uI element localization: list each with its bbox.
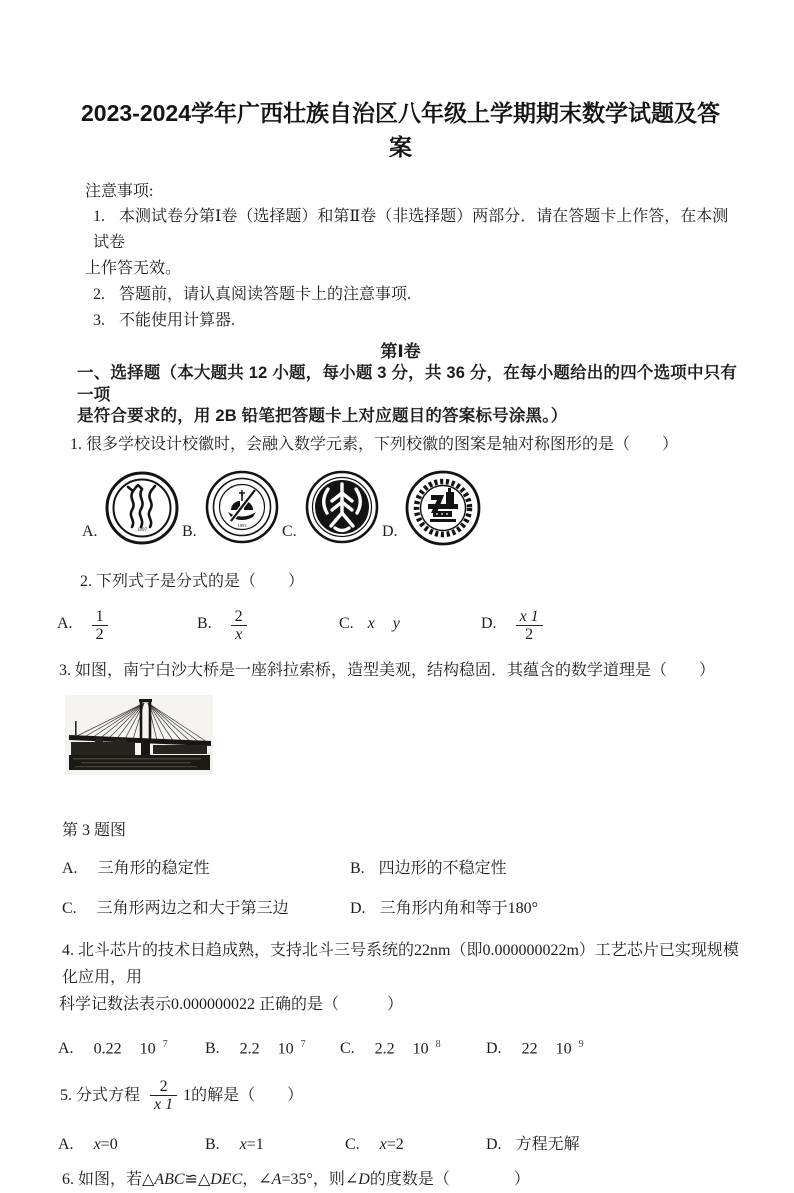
q4-option-b-base: 10 (277, 1039, 294, 1057)
q6-part: 6. 如图，若△ (62, 1170, 155, 1188)
question-4-text-line1: 4. 北斗芯片的技术日趋成熟，支持北斗三号系统的22nm（即0.000000022m）工艺芯片已实现规模化应用，用 (62, 941, 739, 986)
notice-item-3-number: 3. (93, 312, 105, 329)
option-b-label: B. (182, 522, 197, 540)
q4-option-b-label: B. (205, 1039, 220, 1057)
question-2-text: 2. 下列式子是分式的是（ ） (80, 572, 305, 590)
q3-option-d-text: 三角形内角和等于180° (379, 899, 538, 917)
q3-option-c-text: 三角形两边之和大于第三边 (96, 899, 289, 917)
fraction-denominator: x (231, 625, 247, 643)
q6-triangle-1: ABC (154, 1170, 185, 1188)
q4-option-c (340, 1031, 486, 1062)
notice-item-2-number: 2. (93, 286, 105, 303)
question-1-option-a (82, 465, 182, 547)
q3-option-c (62, 894, 350, 924)
q5-option-a-label: A. (58, 1135, 74, 1153)
notice-item-3 (93, 308, 744, 334)
q5-suffix: 1的解是（ ） (183, 1087, 304, 1105)
notice-item-3-text: 不能使用计算器. (119, 312, 236, 329)
q2-option-d (481, 606, 744, 641)
q4-option-d-coef: 22 (521, 1039, 538, 1057)
q5-option-a-var: x (93, 1135, 101, 1153)
question-1-text: 1. 很多学校设计校徽时，会融入数学元素，下列校徽的图案是轴对称图形的是（ ） (70, 435, 679, 453)
choice-instruction-line2: 是符合要求的，用 2B 铅笔把答题卡上对应题目的答案标号涂黑。） (77, 407, 568, 425)
q4-option-b-exponent: 7 (300, 1038, 306, 1050)
q3-option-c-label: C. (62, 899, 77, 917)
fraction-denominator: x 1 (150, 1095, 177, 1113)
q5-option-a (58, 1131, 205, 1158)
q3-option-d-label: D. (350, 899, 366, 917)
q2-option-d-label: D. (481, 614, 497, 632)
question-3-text: 3. 如图，南宁白沙大桥是一座斜拉索桥，造型美观，结构稳固．其蕴含的数学道理是（ ） (59, 661, 716, 679)
exam-title-line2: 案 (389, 134, 412, 160)
q2-option-b-fraction (231, 608, 247, 643)
q5-option-d-text: 方程无解 (515, 1135, 580, 1153)
option-d-label: D. (382, 522, 398, 540)
svg-text:1897: 1897 (137, 527, 147, 533)
q5-option-d (486, 1131, 744, 1158)
q5-option-b (205, 1131, 345, 1158)
fraction-numerator: x 1 (519, 608, 539, 625)
q3-option-b-label: B. (350, 859, 365, 877)
badge-ship-slash-emblem-icon (204, 469, 280, 547)
q6-angle-a: A (271, 1170, 282, 1188)
badge-gear-machine-emblem-icon (404, 469, 482, 547)
q5-option-b-var: x (239, 1135, 247, 1153)
q3-option-b-text: 四边形的不稳定性 (378, 859, 507, 877)
q6-congruent-symbol: ≌△ (184, 1170, 211, 1188)
q4-option-c-exponent: 8 (435, 1038, 441, 1050)
q4-option-c-coef: 2.2 (374, 1039, 395, 1057)
question-3-options-row2 (62, 894, 744, 924)
q6-part: ，∠ (242, 1170, 272, 1188)
q2-option-a (57, 606, 197, 641)
q4-option-d-exponent: 9 (578, 1038, 584, 1050)
question-5-options (58, 1131, 744, 1158)
q3-option-d (350, 894, 744, 924)
question-5-text (60, 1066, 744, 1122)
q6-angle-d: D (358, 1170, 370, 1188)
q4-option-c-base: 10 (412, 1039, 429, 1057)
q4-option-b (205, 1031, 340, 1062)
notice-item-1 (93, 204, 744, 256)
q6-part: 的度数是（ ） (369, 1170, 530, 1188)
notice-item-2 (93, 282, 744, 308)
q5-prefix: 5. 分式方程 (60, 1087, 141, 1105)
q2-option-b (197, 606, 339, 641)
fraction-numerator: 1 (95, 608, 104, 625)
question-4-text-line2: 科学记数法表示0.000000022 正确的是（ ） (59, 995, 404, 1013)
notice-item-2-text: 答题前，请认真阅读答题卡上的注意事项. (119, 286, 412, 303)
q4-option-a-exponent: 7 (162, 1038, 168, 1050)
badge-waves-emblem-icon (104, 469, 180, 547)
fraction-denominator: 2 (92, 625, 108, 643)
question-3-figure (65, 695, 744, 775)
question-2-options (57, 597, 744, 651)
q5-option-c (345, 1131, 486, 1158)
q2-option-a-fraction (92, 608, 108, 643)
svg-text:1893: 1893 (237, 522, 247, 528)
q2-option-a-label: A. (57, 614, 73, 632)
question-1-option-b (182, 465, 282, 547)
bridge-photo (65, 695, 213, 775)
q3-option-b (350, 854, 744, 884)
q4-option-d-label: D. (486, 1039, 502, 1057)
q5-option-c-value: =2 (386, 1135, 404, 1153)
exam-title (57, 96, 744, 164)
fraction-numerator: 2 (234, 608, 243, 625)
q4-option-a-label: A. (58, 1039, 74, 1057)
q4-option-a (58, 1031, 205, 1062)
q2-option-c (339, 615, 481, 633)
fraction-numerator: 2 (159, 1078, 168, 1096)
option-c-label: C. (282, 522, 297, 540)
exam-title-line1: 2023-2024学年广西壮族自治区八年级上学期期末数学试题及答 (81, 100, 720, 126)
q5-option-b-label: B. (205, 1135, 220, 1153)
question-3-options-row1 (62, 854, 744, 884)
notice-item-1-number: 1. (93, 208, 105, 225)
q2-option-d-fraction (516, 608, 543, 643)
question-4-options (58, 1031, 744, 1062)
question-1-badges (82, 465, 744, 547)
q4-option-c-label: C. (340, 1039, 355, 1057)
q2-option-b-label: B. (197, 614, 212, 632)
q4-option-d-base: 10 (555, 1039, 572, 1057)
question-6-text (62, 1166, 744, 1193)
q5-fraction (150, 1078, 177, 1113)
section-1-heading: 第Ⅰ卷 (380, 342, 421, 361)
fraction-denominator: 2 (516, 625, 543, 643)
q4-option-a-base: 10 (139, 1039, 156, 1057)
q5-option-b-value: =1 (246, 1135, 264, 1153)
notice-item-1-continuation: 上作答无效。 (85, 260, 182, 277)
q4-option-a-coef: 0.22 (93, 1039, 122, 1057)
q5-option-c-var: x (379, 1135, 387, 1153)
notice-heading: 注意事项: (85, 183, 154, 200)
q3-option-a-label: A. (62, 859, 78, 877)
q2-option-c-var1: x (367, 614, 375, 632)
question-1-option-d (382, 465, 482, 547)
q4-option-b-coef: 2.2 (239, 1039, 260, 1057)
choice-instruction-line1: 一、选择题（本大题共 12 小题，每小题 3 分，共 36 分，在每小题给出的四个选项中只有一项 (77, 364, 738, 404)
q3-option-a-text: 三角形的稳定性 (97, 859, 210, 877)
badge-tree-seal-emblem-icon (304, 469, 380, 547)
q3-option-a (62, 854, 350, 884)
q5-option-d-label: D. (486, 1135, 502, 1153)
question-3-figure-caption: 第 3 题图 (62, 821, 127, 839)
question-1-option-c (282, 465, 382, 547)
option-a-label: A. (82, 522, 98, 540)
q4-option-d (486, 1031, 744, 1062)
q6-part: =35°，则∠ (281, 1170, 359, 1188)
q2-option-c-label: C. (339, 614, 354, 632)
q5-option-a-value: =0 (100, 1135, 118, 1153)
q6-triangle-2: DEC (210, 1170, 243, 1188)
q5-option-c-label: C. (345, 1135, 360, 1153)
q2-option-c-var2: y (392, 614, 400, 632)
notice-item-1-text: 本测试卷分第Ⅰ卷（选择题）和第Ⅱ卷（非选择题）两部分．请在答题卡上作答，在本测试卷 (93, 208, 729, 251)
